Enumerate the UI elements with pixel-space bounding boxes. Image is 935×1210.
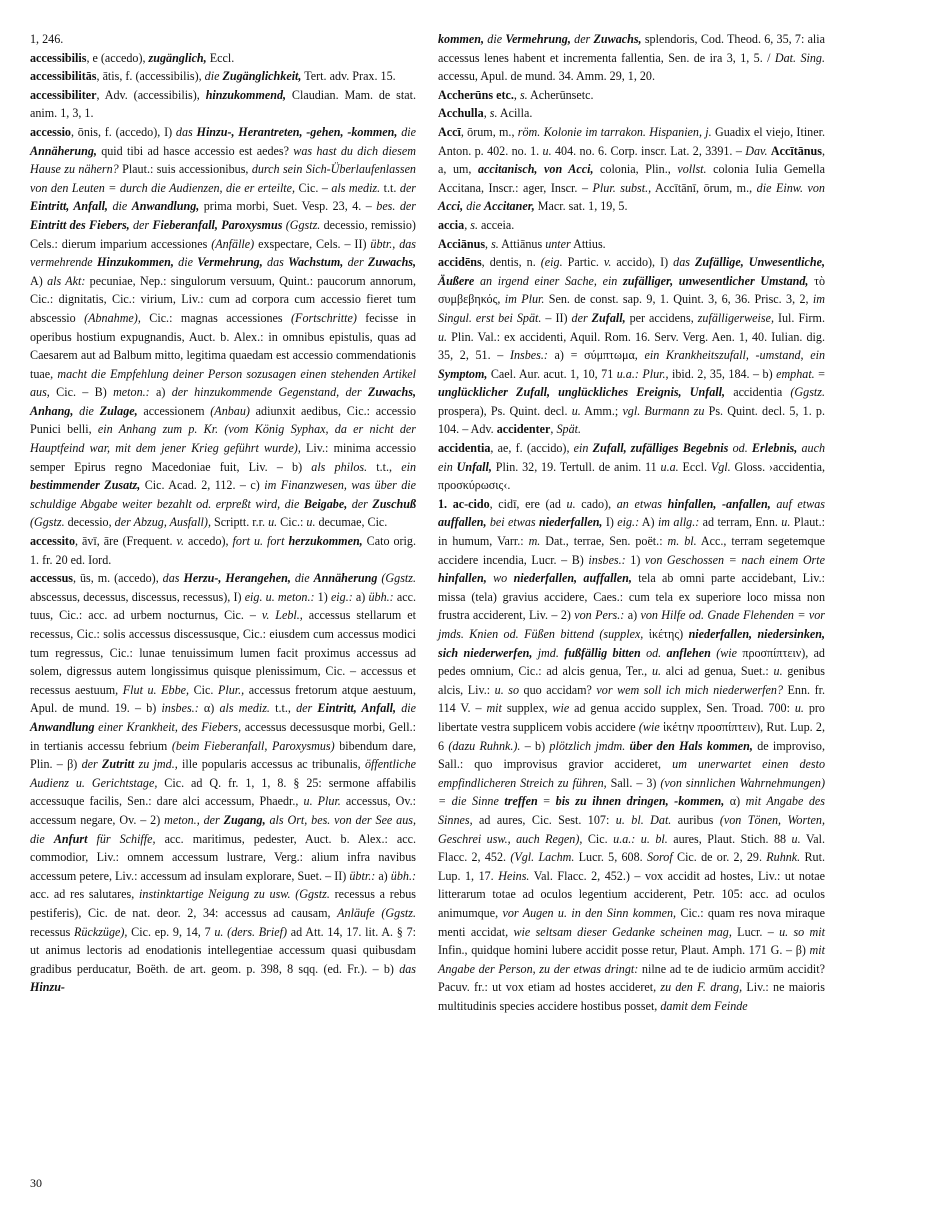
- dictionary-entry: accessio, ōnis, f. (accedo), I) das Hinzu-, Herantreten, -gehen, -kommen, die Annäherung, quid tibi ad hasce accessio est aedes? was hast du dich diesem Hause zu nähern? Plaut.: suis accessionibus, durch sein Sich-Überlaufenlassen von den Leuten = durch die Audienzen, die er erteilte, Cic. – als mediz. t.t. der Eintritt, Anfall, die Anwandlung, prima morbi, Suet. Vesp. 23, 4. – bes. der Eintritt des Fiebers, der Fieberanfall, Paroxysmus (Ggstz. decessio, remissio) Cels.: dierum imparium accessiones (Anfälle) exspectare, Cels. – II) übtr., das vermehrende Hinzukommen, die Vermehrung, das Wachstum, der Zuwachs, A) als Akt: pecuniae, Nep.: singulorum versuum, Quint.: paucorum annorum, Cic.: dignitatis, Cic.: virium, Liv.: cum ad corpora cum accessio fieret tum abscessio (Abnahme), Cic.: magnas accessiones (Fortschritte) fecisse in operibus hostium expugnandis, Auct. b. Alex.: in omnibus epistulis, quas ad Caesarem aut ad Balbum mitto, legitima quaedam est accessio commendationis tuae, macht die Empfehlung deiner Person sozusagen einen stehenden Artikel aus, Cic. – B) meton.: a) der hinzukommende Gegenstand, der Zuwachs, Anhang, die Zulage, accessionem (Anbau) adiunxit aedibus, Cic.: accessio Punici belli, ein Anhang zum p. Kr. (vom König Syphax, da er nicht der Hauptfeind war, mit dem jener Krieg geführt wurde), Liv.: minima accessio semper Epirus regno Macedoniae fuit, Liv. – b) als philos. t.t., ein bestimmender Zusatz, Cic. Acad. 2, 112. – c) im Finanzwesen, was über die schuldige Abgabe weiter bezahlt od. erpreßt wird, die Beigabe, der Zuschuß (Ggstz. decessio, der Abzug, Ausfall), Scriptt. r.r. u. Cic.: u. decumae, Cic.: [30, 124, 417, 530]
- left-column: [30, 30, 416, 997]
- dictionary-entry: accessibilitās, ātis, f. (accessibilis), die Zugänglichkeit, Tert. adv. Prax. 15.: [30, 69, 396, 84]
- dictionary-entry: accessibilis, e (accedo), zugänglich, Eccl.: [30, 50, 235, 65]
- right-column: [438, 30, 825, 1015]
- dictionary-entry: Acciānus, s. Attiānus unter Attius.: [438, 236, 606, 251]
- dictionary-entry: 1. ac-cido, cidī, ere (ad u. cado), an etwas hinfallen, -anfallen, auf etwas auffallen, bei etwas niederfallen, I) eig.: A) im allg.: ad terram, Enn. u. Plaut.: in humum, Varr.: m. Dat., terrae, Sen. poët.: m. bl. Acc., terram segetemque accidere incendia, Lucr. – B) insbes.: 1) von Geschossen = nach einem Orte hinfallen, wo niederfallen, auffallen, tela ab omni parte accidebant, Liv.: missa (tela) gravius accidere, Caes.: cum tela ex superiore loco missa non frustra acciderent, Liv. – 2) von Pers.: a) von Hilfe od. Gnade Flehenden = vor jmds. Knien od. Füßen bittend (supplex, ἱκέτης) niederfallen, niedersinken, sich niederwerfen, jmd. fußfällig bitten od. anflehen (wie προσπίπτειν), ad pedes omnium, Cic.: ad alcis genua, Ter., u. alci ad genua, Suet.: u. genibus alcis, Liv.: u. so quo accidam? vor wem soll ich mich niederwerfen? Enn. fr. 114 V. – mit supplex, wie ad genua accido supplex, Sen. Troad. 700: u. pro libertate vestra supplicem vobis accidere (wie ἱκέτην προσπίπτειν), Rut. Lup. 2, 6 (dazu Ruhnk.). – b) plötzlich jmdm. über den Hals kommen, de improviso, Sall.: quo improvisus gravior accideret, um unerwartet einen desto empfindlicheren Streich zu führen, Sall. – 3) (von sinnlichen Wahrnehmungen) = die Sinne treffen = bis zu ihnen dringen, -kommen, α) mit Angabe des Sinnes, ad aures, Cic. Sest. 107: u. bl. Dat. auribus (von Tönen, Worten, Geschrei usw., auch Regen), Cic. u.a.: u. bl. aures, Plaut. Stich. 88 u. Val. Flacc. 2, 452. (Vgl. Lachm. Lucr. 5, 608. Sorof Cic. de or. 2, 29. Ruhnk. Rut. Lup. 1, 17. Heins. Val. Flacc. 2, 452.) – vox accidit ad hostes, Liv.: ut notae litterarum totae ad oculos legentium acciderent, Petr. 105: acc. ad oculos animumque, vor Augen u. in den Sinn kommen, Cic.: quam res nova miraque menti accidat, wie seltsam dieser Gedanke scheinen mag, Lucr. – u. so mit Infin., quidque homini lubere accidit posse retur, Plaut. Amph. 171 G. – β) mit Angabe der Person, zu der etwas dringt: nilne ad te de iudicio armūm accidit? Pacuv. fr.: ut vox etiam ad hostes accideret, zu den F. drang, Liv.: ne maioris multitudinis species accidere hostibus posset, damit dem Feinde: [438, 496, 826, 1013]
- dictionary-entry: Accherūns etc., s. Acherūnsetc.: [438, 87, 594, 102]
- dictionary-entry: Acchulla, s. Acilla.: [438, 106, 533, 121]
- dictionary-entry: Accī, ōrum, m., röm. Kolonie im tarrakon. Hispanien, j. Guadix el viejo, Itiner. Anton. p. 402. no. 1. u. 404. no. 6. Corp. inscr. Lat. 2, 3391. – Dav. Accītānus, a, um, accitanisch, von Acci, colonia, Plin., vollst. colonia Iulia Gemella Accitana, Inscr.: ager, Inscr. – Plur. subst., Accītānī, ōrum, m., die Einw. von Acci, die Accitaner, Macr. sat. 1, 19, 5.: [438, 124, 825, 214]
- dictionary-entry: accidēns, dentis, n. (eig. Partic. v. accido), I) das Zufällige, Unwesentliche, Äußere an irgend einer Sache, ein zufälliger, unwesentlicher Umstand, τὸ συμβεβηκός, im Plur. Sen. de const. sap. 9, 1. Quint. 3, 6, 36. Prisc. 3, 2, im Singul. erst bei Spät. – II) der Zufall, per accidens, zufälligerweise, Iul. Firm. u. Plin. Val.: ex accidenti, Aquil. Rom. 16. Serv. Verg. Aen. 1, 40. Iulian. dig. 35, 2, 51. – Insbes.: a) = σύμπτωμα, ein Krankheitszufall, -umstand, ein Symptom, Cael. Aur. acut. 1, 10, 71 u.a.: Plur., ibid. 2, 35, 184. – b) emphat. = unglücklicher Zufall, unglückliches Ereignis, Unfall, accidentia (Ggstz. prospera), Ps. Quint. decl. u. Amm.; vgl. Burmann zu Ps. Quint. decl. 5, 1. p. 104. – Adv. accidenter, Spät.: [438, 255, 826, 437]
- dictionary-entry: accessus, ūs, m. (accedo), das Herzu-, Herangehen, die Annäherung (Ggstz. abscessus, decessus, discessus, recessus), I) eig. u. meton.: 1) eig.: a) übh.: acc. tuus, Cic.: acc. ad urbem nocturnus, Cic. – v. Lebl., accessus stellarum et recessus, Cic.: solis accessus discessusque, Cic.: eiusdem cum accessus modici tum regressus, Cic.: lunae tenuissimum lumen facit proximus accessus ad solem, digressus autem longissimus quisque plenissimum, Cic. – accessus et recessus aestuum, Flut u. Ebbe, Cic. Plur., accessus fretorum atque aestuum, Apul. de mund. 19. – b) insbes.: α) als mediz. t.t., der Eintritt, Anfall, die Anwandlung einer Krankheit, des Fiebers, accessus decessusque morbi, Gell.: in tertianis accessu febrium (beim Fieberanfall, Paroxysmus) bibendum dare, Plin. – β) der Zutritt zu jmd., ille popularis accessus ac tribunalis, öffentliche Audienz u. Gerichtstage, Cic. ad Q. fr. 1, 1, 8. § 25: sermone affabilis accessuque facilis, Sen.: dare alci accessum, Phaedr., u. Plur. accessus, Ov.: accessum negare, Ov. – 2) meton., der Zugang, als Ort, bes. von der See aus, die Anfurt für Schiffe, acc. maritimus, pedester, Auct. b. Alex.: acc. commodior, Liv.: omnem accessum lustrare, Verg.: alium infra navibus accessum petere, Liv.: accessum ad insulam explorare, Suet. – II) übtr.: a) übh.: acc. ad res salutares, instinktartige Neigung zu usw. (Ggstz. recessus a rebus pestiferis), Cic. de nat. deor. 2, 34: accessus ad causam, Anläufe (Ggstz. recessus Rückzüge), Cic. ep. 9, 14, 7 u. (ders. Brief) ad Att. 14, 17. lit. A. § 7: ut animus lectoris ad enodationis intellegentiae accessum quasi quibusdam gradibus perducatur, Boëth. de art. geom. p. 398, 8 sqq. (ed. Fr.). – b) das Hinzu-: [30, 571, 417, 995]
- page-number: 30: [30, 1176, 42, 1190]
- dictionary-entry: accidentia, ae, f. (accido), ein Zufall, zufälliges Begebnis od. Erlebnis, auch ein Unfall, Plin. 32, 19. Tertull. de anim. 11 u.a. Eccl. Vgl. Gloss. ›accidentia, προσκύρωσις‹.: [438, 441, 826, 493]
- dictionary-entry: kommen, die Vermehrung, der Zuwachs, splendoris, Cod. Theod. 6, 35, 7: alia accessus lenes habent et incrementa fallentia, Sen. de ira 3, 1, 5. / Dat. Sing. accessu, Apul. de mund. 34. Amm. 29, 1, 20.: [438, 32, 826, 84]
- dictionary-entry: 1, 246.: [30, 32, 64, 46]
- dictionary-entry: accia, s. acceia.: [438, 217, 515, 232]
- dictionary-entry: accessito, āvī, āre (Frequent. v. accedo), fort u. fort herzukommen, Cato orig. 1. fr. 20 ed. Iord.: [30, 534, 416, 567]
- dictionary-entry: accessibiliter, Adv. (accessibilis), hinzukommend, Claudian. Mam. de stat. anim. 1, 3, 1.: [30, 87, 416, 121]
